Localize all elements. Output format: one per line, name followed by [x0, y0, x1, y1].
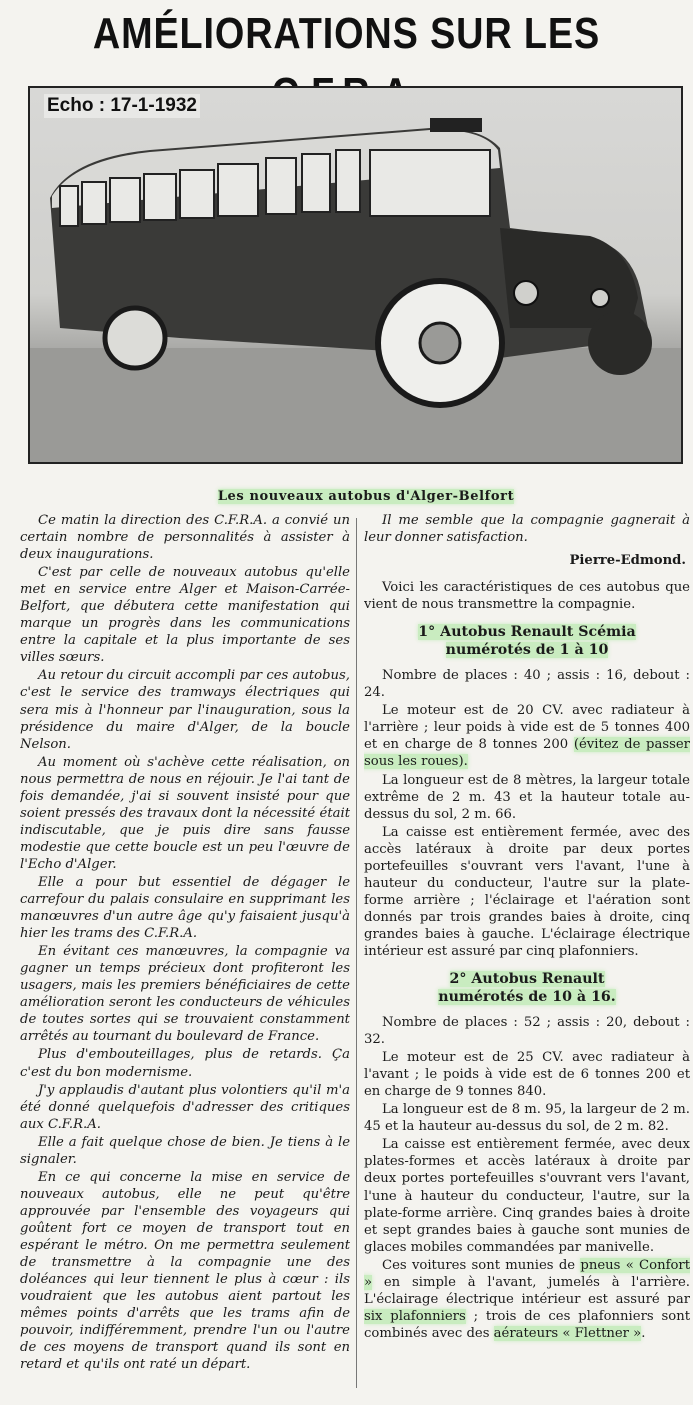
author-signature: Pierre-Edmond. — [569, 553, 686, 569]
paragraph: Nombre de places : 52 ; assis : 20, debout : 32. — [364, 1015, 690, 1048]
section-heading-2: 2° Autobus Renault numérotés de 10 à 16. — [438, 971, 616, 1006]
photo-caption: Les nouveaux autobus d'Alger-Belfort — [217, 489, 515, 504]
bus-photo — [28, 86, 683, 464]
paragraph: C'est par celle de nouveaux autobus qu'elle met en service entre Alger et Maison-Carrée-Belfort, que débutera cette manifestation qui marque un progrès dans les communications entre la capitale et la plus importante de ses villes sœurs. — [20, 565, 350, 666]
paragraph: La caisse est entièrement fermée, avec des accès latéraux à droite par deux portes portefeuilles s'ouvrant vers l'avant, l'une à hauteur du conducteur, l'autre sur la plate-forme arrière ; l'éclairage et l'aération sont donnés par trois grandes baies à droite, cinq grandes baies à gauche. L'éclairage électrique intérieur est assuré par cinq plafonniers. — [364, 824, 690, 959]
lead-paragraph: Voici les caractéristiques de ces autobus que vient de nous transmettre la compagnie. — [364, 580, 690, 613]
bus-illustration — [30, 88, 681, 462]
paragraph: La longueur est de 8 mètres, la largeur totale extrême de 2 m. 43 et la hauteur totale au-dessus du sol, 2 m. 66. — [364, 772, 690, 822]
paragraph: Au retour du circuit accompli par ces autobus, c'est le service des tramways électriques qui sera mis à l'honneur par l'inauguration, sous la présidence du maire d'Alger, de la boucle Nelson. — [20, 668, 350, 752]
paragraph: Plus d'embouteillages, plus de retards. Ça c'est du bon modernisme. — [20, 1047, 350, 1080]
paragraph: La caisse est entièrement fermée, avec deux plates-formes et accès latéraux à droite par deux portes portefeuilles s'ouvrant vers l'avant, l'une à hauteur du conducteur, l'autre, sur la plate-forme arrière. Cinq grandes baies à droite et sept grandes baies à gauche sont munies de glaces mobiles commandées par manivelle. — [364, 1137, 690, 1255]
paragraph: Elle a pour but essentiel de dégager le carrefour du palais consulaire en supprimant les manœuvres d'un autre âge qu'y faisaient jusqu'à hier les trams des C.F.R.A. — [20, 874, 350, 942]
paragraph: Le moteur est de 20 CV. avec radiateur à l'arrière ; leur poids à vide est de 5 tonnes 400 et en charge de 8 tonnes 200 (évitez de passer sous les roues). — [364, 703, 690, 770]
paragraph: Nombre de places : 40 ; assis : 16, debout : 24. — [364, 668, 690, 701]
closing-paragraph: Il me semble que la compagnie gagnerait à leur donner satisfaction. — [364, 513, 690, 546]
paragraph: Ces voitures sont munies de pneus « Confort » en simple à l'avant, jumelés à l'arrière. L'éclairage électrique intérieur est assuré par six plafonniers ; trois de ces plafonniers sont combinés avec des aérateurs « Flettner ». — [364, 1257, 690, 1341]
paragraph: En ce qui concerne la mise en service de nouveaux autobus, elle ne peut qu'être approuvée par l'ensemble des voyageurs qui goûtent fort ce moyen de transport tout en espérant le métro. On me permettra seulement de transmettre à la compagnie une des doléances qui leur tiennent le plus à cœur : ils voudraient que les autobus aient partout les mêmes points d'arrêts que les trams afin de pouvoir, indifféremment, prendre l'un ou l'autre de ces moyens de transport quand ils sont en retard et qu'ils ont raté un départ. — [20, 1169, 350, 1373]
paragraph: La longueur est de 8 m. 95, la largeur de 2 m. 45 et la hauteur au-dessus du sol, de 2 m. 82. — [364, 1102, 690, 1135]
paragraph: J'y applaudis d'autant plus volontiers qu'il m'a été donné quelquefois d'adresser des critiques aux C.F.R.A. — [20, 1082, 350, 1132]
source-date-tag: Echo : 17-1-1932 — [44, 94, 200, 118]
paragraph: Elle a fait quelque chose de bien. Je tiens à le signaler. — [20, 1134, 350, 1167]
paragraph: Au moment où s'achève cette réalisation, on nous permettra de nous en réjouir. Je l'ai tant de fois demandée, j'ai si souvent insisté pour que soient pressés des travaux dont la nécessité était indiscutable, que je puis dire sans fausse modestie que cette boucle est un peu l'œuvre de l'Echo d'Alger. — [20, 754, 350, 872]
article-right-column — [364, 512, 690, 1397]
section-heading-1: 1° Autobus Renault Scémia numérotés de 1 à 10 — [418, 624, 636, 659]
paragraph: Ce matin la direction des C.F.R.A. a convié un certain nombre de personnalités à assister à deux inaugurations. — [20, 513, 350, 563]
paragraph: Le moteur est de 25 CV. avec radiateur à l'avant ; le poids à vide est de 6 tonnes 200 et en charge de 9 tonnes 840. — [364, 1050, 690, 1100]
article-left-column — [20, 512, 350, 1397]
column-divider — [356, 518, 357, 1388]
paragraph: En évitant ces manœuvres, la compagnie va gagner un temps précieux dont profiteront les usagers, mais les premiers bénéficiaires de cette amélioration seront les conducteurs de véhicules de toutes sortes qui se trouvaient constamment arrêtés au tournant du boulevard de France. — [20, 944, 350, 1045]
headline: AMÉLIORATIONS SUR LES — [92, 9, 601, 58]
